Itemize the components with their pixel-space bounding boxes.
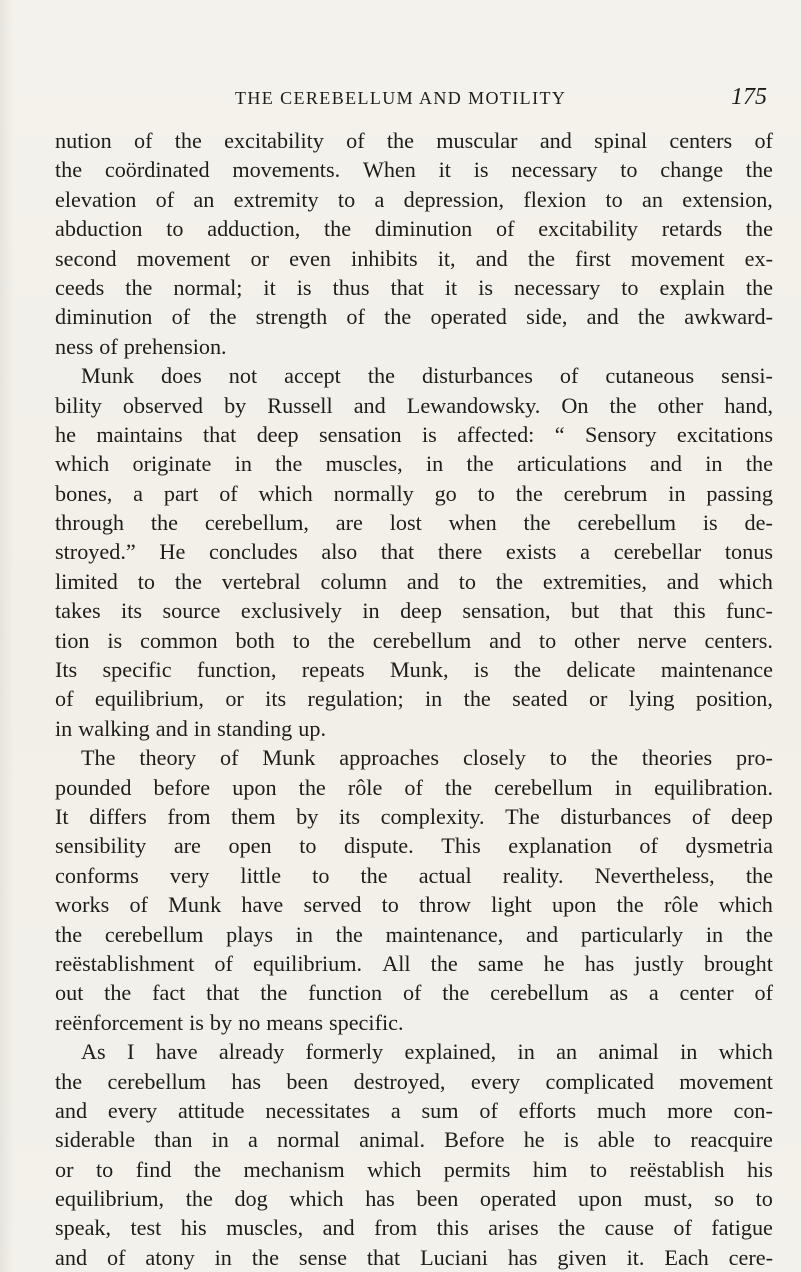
running-title: THE CEREBELLUM AND MOTILITY	[235, 88, 567, 108]
text-line: nution of the excitability of the muscular and spinal centers of	[55, 128, 773, 153]
body-text	[55, 126, 773, 1272]
text-line: ceeds the normal; it is thus that it is necessary to explain the	[55, 274, 773, 300]
text-line: ness of prehension.	[55, 333, 227, 359]
text-line: limited to the vertebral column and to the extremities, and which	[55, 568, 773, 594]
text-line: and of atony in the sense that Luciani has given it. Each cere-	[55, 1244, 773, 1270]
text-line: tion is common both to the cerebellum and to other nerve centers.	[55, 627, 773, 653]
text-line: The theory of Munk approaches closely to the theories pro-	[81, 745, 773, 771]
text-line: diminution of the strength of the operated side, and the awkward-	[55, 304, 773, 330]
text-line: sensibility are open to dispute. This explanation of dysmetria	[55, 833, 773, 859]
text-line: speak, test his muscles, and from this arises the cause of fatigue	[55, 1215, 773, 1241]
text-line: takes its source exclusively in deep sensation, but that this func-	[55, 598, 773, 624]
text-line: As I have already formerly explained, in an animal in which	[81, 1039, 773, 1065]
text-line: and every attitude necessitates a sum of efforts much more con-	[55, 1097, 773, 1123]
text-line: of equilibrium, or its regulation; in the seated or lying position,	[55, 686, 773, 712]
text-line: abduction to adduction, the diminution of excitability retards the	[55, 216, 773, 242]
text-line: in walking and in standing up.	[55, 715, 326, 741]
text-line: the cerebellum plays in the maintenance, and particularly in the	[55, 921, 773, 947]
text-line: elevation of an extremity to a depression, flexion to an extension,	[55, 186, 773, 212]
text-line: conforms very little to the actual reality. Nevertheless, the	[55, 862, 773, 888]
text-line: Its specific function, repeats Munk, is the delicate maintenance	[55, 657, 773, 683]
text-line: second movement or even inhibits it, and the first movement ex-	[55, 245, 773, 271]
text-line: equilibrium, the dog which has been operated upon must, so to	[55, 1186, 773, 1212]
text-line: reëstablishment of equilibrium. All the same he has justly brought	[55, 950, 773, 976]
text-line: reënforcement is by no means specific.	[55, 1009, 404, 1035]
running-head	[55, 84, 773, 116]
text-line: the cerebellum has been destroyed, every complicated movement	[55, 1068, 773, 1094]
text-line: he maintains that deep sensation is affected: “ Sensory excitations	[55, 421, 773, 447]
text-line: Munk does not accept the disturbances of cutaneous sensi-	[81, 363, 773, 389]
text-line: through the cerebellum, are lost when the cerebellum is de-	[55, 510, 773, 536]
text-line: It differs from them by its complexity. The disturbances of deep	[55, 803, 773, 829]
text-line: out the fact that the function of the cerebellum as a center of	[55, 980, 773, 1006]
text-line: stroyed.” He concludes also that there exists a cerebellar tonus	[55, 539, 773, 565]
text-line: the coördinated movements. When it is necessary to change the	[55, 157, 773, 183]
page-edge-shadow	[0, 0, 14, 1272]
page-number: 175	[731, 84, 767, 110]
text-line: or to find the mechanism which permits him to reëstablish his	[55, 1156, 773, 1182]
text-line: bones, a part of which normally go to the cerebrum in passing	[55, 480, 773, 506]
text-line: pounded before upon the rôle of the cerebellum in equilibration.	[55, 774, 773, 800]
text-line: works of Munk have served to throw light upon the rôle which	[55, 892, 773, 918]
text-line: which originate in the muscles, in the articulations and in the	[55, 451, 773, 477]
text-line: bility observed by Russell and Lewandowsky. On the other hand,	[55, 392, 773, 418]
text-line: siderable than in a normal animal. Before he is able to reacquire	[55, 1127, 773, 1153]
